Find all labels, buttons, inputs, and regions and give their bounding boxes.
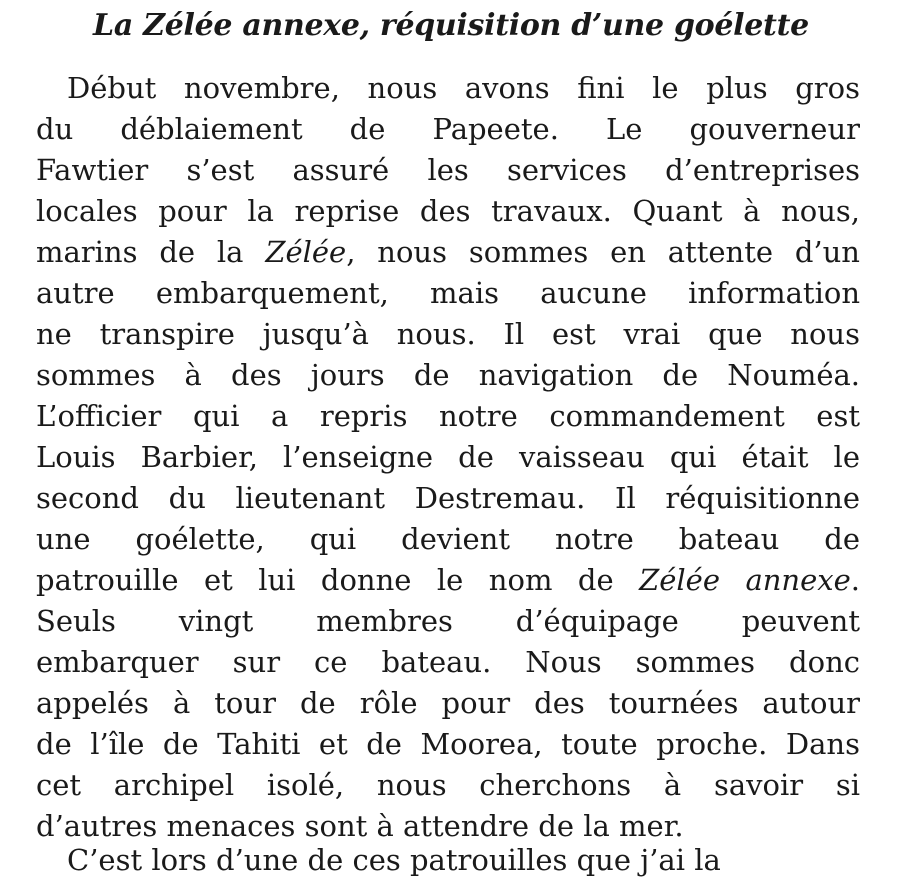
- text-line: [36, 765, 860, 806]
- text-run: appelés à tour de rôle pour des tournées autour: [36, 686, 860, 720]
- text-run: ne transpire jusqu’à nous. Il est vrai que nous: [36, 317, 860, 351]
- text-run: L’officier qui a repris notre commandement est: [36, 399, 860, 433]
- text-line: [36, 355, 860, 396]
- text-run: , nous sommes en attente d’un: [346, 235, 860, 269]
- text-run: d’autres menaces sont à attendre de la mer.: [36, 809, 684, 843]
- text-run: du déblaiement de Papeete. Le gouverneur: [36, 112, 860, 146]
- text-run: sommes à des jours de navigation de Nouméa.: [36, 358, 860, 392]
- text-line: [36, 396, 860, 437]
- italic-ship-name: Zélée annexe: [639, 563, 851, 597]
- text-line: [36, 314, 860, 355]
- text-run: autre embarquement, mais aucune information: [36, 276, 860, 310]
- italic-ship-name: Zélée: [265, 235, 347, 269]
- paragraph: [36, 68, 860, 847]
- text-line: [36, 724, 860, 765]
- text-line: [36, 478, 860, 519]
- next-paragraph-partial-line: C’est lors d’une de ces patrouilles que j’ai la: [67, 843, 721, 877]
- text-run: locales pour la reprise des travaux. Quant à nous,: [36, 194, 860, 228]
- text-run: Louis Barbier, l’enseigne de vaisseau qui était le: [36, 440, 860, 474]
- text-run: Début novembre, nous avons fini le plus gros: [67, 71, 860, 105]
- text-run: embarquer sur ce bateau. Nous sommes donc: [36, 645, 860, 679]
- text-run: second du lieutenant Destremau. Il réquisitionne: [36, 481, 860, 515]
- text-line: [36, 109, 860, 150]
- text-run: marins de la: [36, 235, 266, 269]
- text-line: [36, 273, 860, 314]
- text-line: [36, 560, 860, 601]
- text-line: [36, 642, 860, 683]
- text-run: Seuls vingt membres d’équipage peuvent: [36, 604, 860, 638]
- text-run: cet archipel isolé, nous cherchons à savoir si: [36, 768, 860, 802]
- text-line: [36, 437, 860, 478]
- text-line: [36, 601, 860, 642]
- text-line: [36, 191, 860, 232]
- text-line: [36, 519, 860, 560]
- text-line: [36, 683, 860, 724]
- text-run: une goélette, qui devient notre bateau de: [36, 522, 860, 556]
- text-line: [36, 150, 860, 191]
- text-line: [36, 68, 860, 109]
- text-run: de l’île de Tahiti et de Moorea, toute proche. Dans: [36, 727, 860, 761]
- chapter-title: La Zélée annexe, réquisition d’une goélette: [93, 8, 809, 43]
- text-run: Fawtier s’est assuré les services d’entreprises: [36, 153, 860, 187]
- text-line: [36, 232, 860, 273]
- text-run: patrouille et lui donne le nom de: [36, 563, 640, 597]
- text-run: .: [850, 563, 861, 597]
